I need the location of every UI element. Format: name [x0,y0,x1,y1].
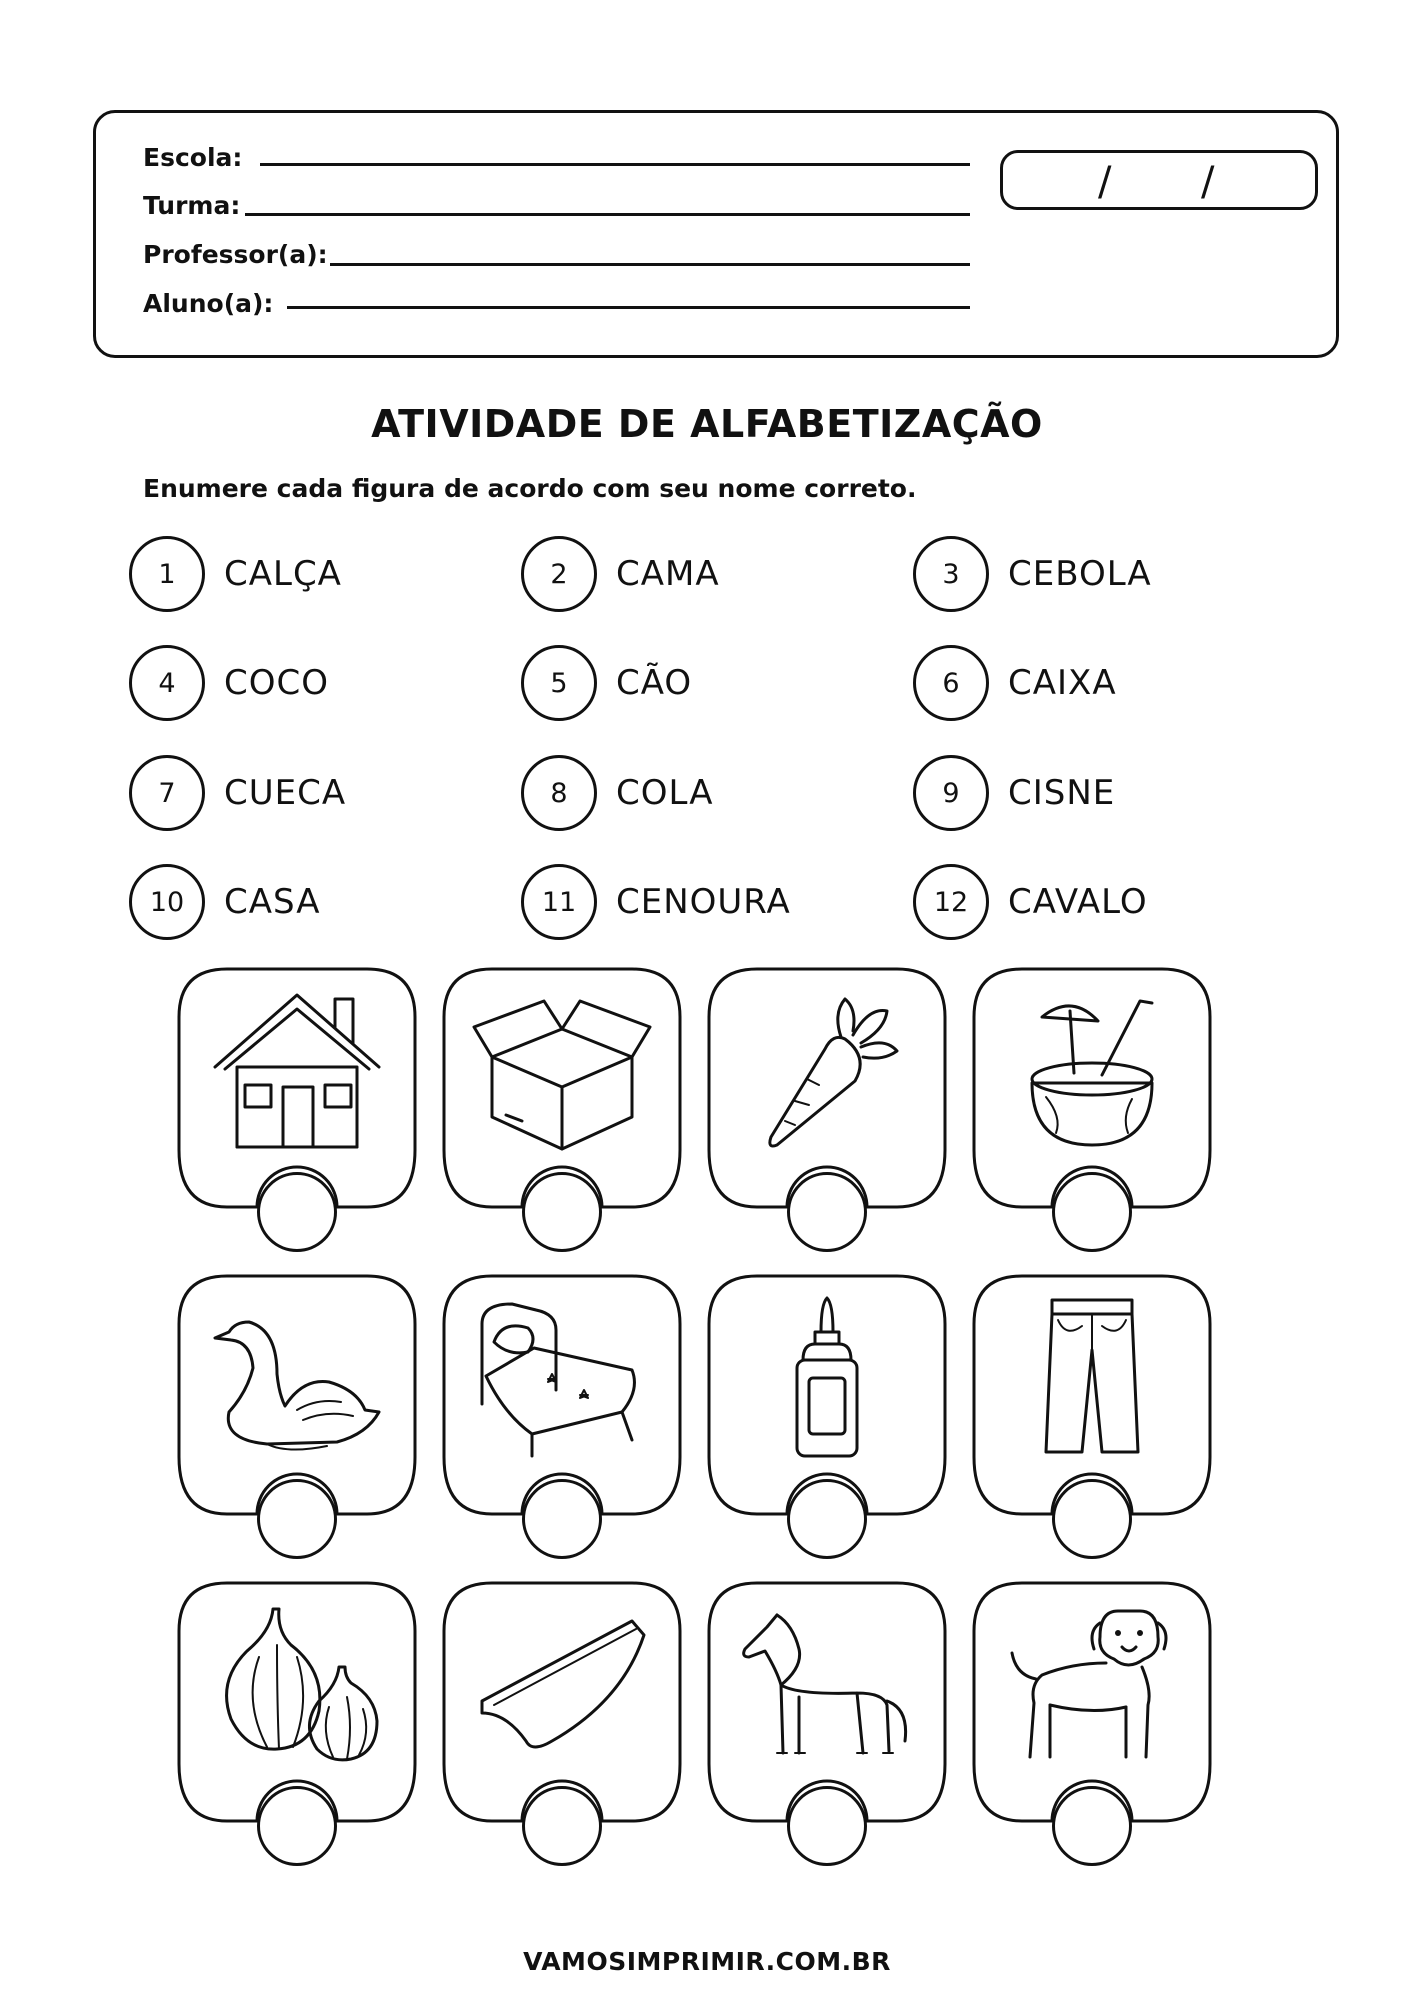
answer-circle[interactable] [522,1172,602,1252]
picture-card-dog [972,1581,1212,1851]
escola-line[interactable] [260,163,970,166]
underwear-icon [472,1601,652,1771]
answer-circle[interactable] [1052,1479,1132,1559]
answer-circle[interactable] [257,1479,337,1559]
answer-circle[interactable] [522,1479,602,1559]
answer-circle[interactable] [257,1786,337,1866]
date-slash-2: / [1201,159,1215,205]
house-icon [207,987,387,1157]
word-label: CÃO [616,663,693,703]
header-box [93,110,1339,358]
swan-icon [207,1294,387,1464]
answer-circle[interactable] [257,1172,337,1252]
number-circle: 2 [521,536,597,612]
number-circle: 12 [913,864,989,940]
number-circle: 3 [913,536,989,612]
number-circle: 7 [129,755,205,831]
answer-circle[interactable] [522,1786,602,1866]
turma-label: Turma: [143,191,241,220]
picture-card-box [442,967,682,1237]
page-title: ATIVIDADE DE ALFABETIZAÇÃO [371,402,1043,446]
word-label: CUECA [224,773,347,813]
instruction-text: Enumere cada figura de acordo com seu nome correto. [143,474,917,503]
number-circle: 1 [129,536,205,612]
word-label: CEBOLA [1008,554,1152,594]
number-circle: 5 [521,645,597,721]
picture-card-horse [707,1581,947,1851]
picture-card-coconut [972,967,1212,1237]
picture-card-carrot [707,967,947,1237]
onion-icon [207,1601,387,1771]
coconut-icon [1002,987,1182,1157]
number-circle: 11 [521,864,597,940]
aluno-label: Aluno(a): [143,289,274,318]
word-label: COLA [616,773,714,813]
answer-circle[interactable] [787,1479,867,1559]
box-icon [472,987,652,1157]
bed-icon [472,1294,652,1464]
picture-card-house [177,967,417,1237]
word-label: CALÇA [224,554,342,594]
word-label: CASA [224,882,321,922]
word-label: CAIXA [1008,663,1117,703]
number-circle: 6 [913,645,989,721]
picture-card-onion [177,1581,417,1851]
word-label: CENOURA [616,882,791,922]
escola-label: Escola: [143,143,243,172]
answer-circle[interactable] [787,1172,867,1252]
horse-icon [737,1601,917,1771]
number-circle: 10 [129,864,205,940]
word-label: CAVALO [1008,882,1148,922]
turma-line[interactable] [245,213,970,216]
answer-circle[interactable] [1052,1786,1132,1866]
footer-website: VAMOSIMPRIMIR.COM.BR [523,1947,891,1976]
number-circle: 8 [521,755,597,831]
word-label: COCO [224,663,330,703]
word-label: CISNE [1008,773,1116,813]
glue-icon [737,1294,917,1464]
dog-icon [1002,1601,1182,1771]
picture-card-bed [442,1274,682,1544]
answer-circle[interactable] [1052,1172,1132,1252]
professor-line[interactable] [330,263,970,266]
professor-label: Professor(a): [143,240,328,269]
number-circle: 4 [129,645,205,721]
carrot-icon [737,987,917,1157]
picture-card-glue [707,1274,947,1544]
answer-circle[interactable] [787,1786,867,1866]
date-box[interactable] [1000,150,1318,210]
aluno-line[interactable] [287,306,970,309]
number-circle: 9 [913,755,989,831]
picture-card-swan [177,1274,417,1544]
word-label: CAMA [616,554,720,594]
pants-icon [1002,1294,1182,1464]
picture-card-pants [972,1274,1212,1544]
picture-card-underwear [442,1581,682,1851]
date-slash-1: / [1098,159,1112,205]
